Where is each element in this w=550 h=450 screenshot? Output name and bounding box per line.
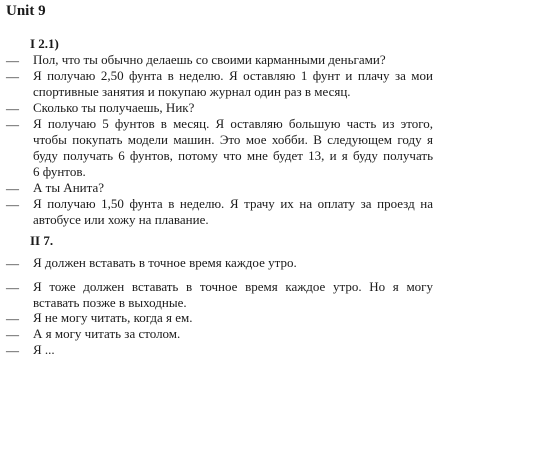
dialogue-line: А я могу читать за столом.: [33, 326, 181, 341]
dialogue-line: А ты Анита?: [33, 180, 104, 195]
unit-title: Unit 9: [6, 3, 46, 19]
section-heading-1: I 2.1): [30, 36, 59, 51]
dialogue-dash: —: [6, 69, 19, 84]
dialogue-dash: —: [6, 181, 19, 196]
dialogue-dash: —: [6, 101, 19, 116]
dialogue-dash: —: [6, 53, 19, 68]
dialogue-line: Я получаю 5 фунтов в месяц. Я оставляю большую часть из этого,: [33, 116, 433, 131]
dialogue-dash: —: [6, 197, 19, 212]
dialogue-line: Пол, что ты обычно делаешь со своими карманными деньгами?: [33, 52, 386, 67]
dialogue-line: Я ...: [33, 342, 55, 357]
dialogue-line: спортивные занятия и покупаю журнал один раз в месяц.: [33, 84, 351, 99]
dialogue-line: Я должен вставать в точное время каждое утро.: [33, 255, 297, 270]
dialogue-line: Я не могу читать, когда я ем.: [33, 310, 193, 325]
dialogue-dash: —: [6, 343, 19, 358]
dialogue-dash: —: [6, 117, 19, 132]
dialogue-line: Сколько ты получаешь, Ник?: [33, 100, 195, 115]
dialogue-line: чтобы покупать модели машин. Это мое хобби. В следующем году я: [33, 132, 433, 147]
section-heading-2: II 7.: [30, 233, 54, 248]
dialogue-dash: —: [6, 256, 19, 271]
dialogue-line: Я тоже должен вставать в точное время каждое утро. Но я могу: [33, 279, 433, 294]
dialogue-line: Я получаю 2,50 фунта в неделю. Я оставляю 1 фунт и плачу за мои: [33, 68, 433, 83]
dialogue-line: вставать позже в выходные.: [33, 295, 187, 310]
dialogue-dash: —: [6, 327, 19, 342]
dialogue-line: буду получать 6 фунтов, потому что мне будет 13, и я буду получать: [33, 148, 433, 163]
dialogue-line: 6 фунтов.: [33, 164, 86, 179]
dialogue-line: Я получаю 1,50 фунта в неделю. Я трачу их на оплату за проезд на: [33, 196, 433, 211]
dialogue-line: автобусе или хожу на плавание.: [33, 212, 209, 227]
dialogue-dash: —: [6, 280, 19, 295]
dialogue-dash: —: [6, 311, 19, 326]
